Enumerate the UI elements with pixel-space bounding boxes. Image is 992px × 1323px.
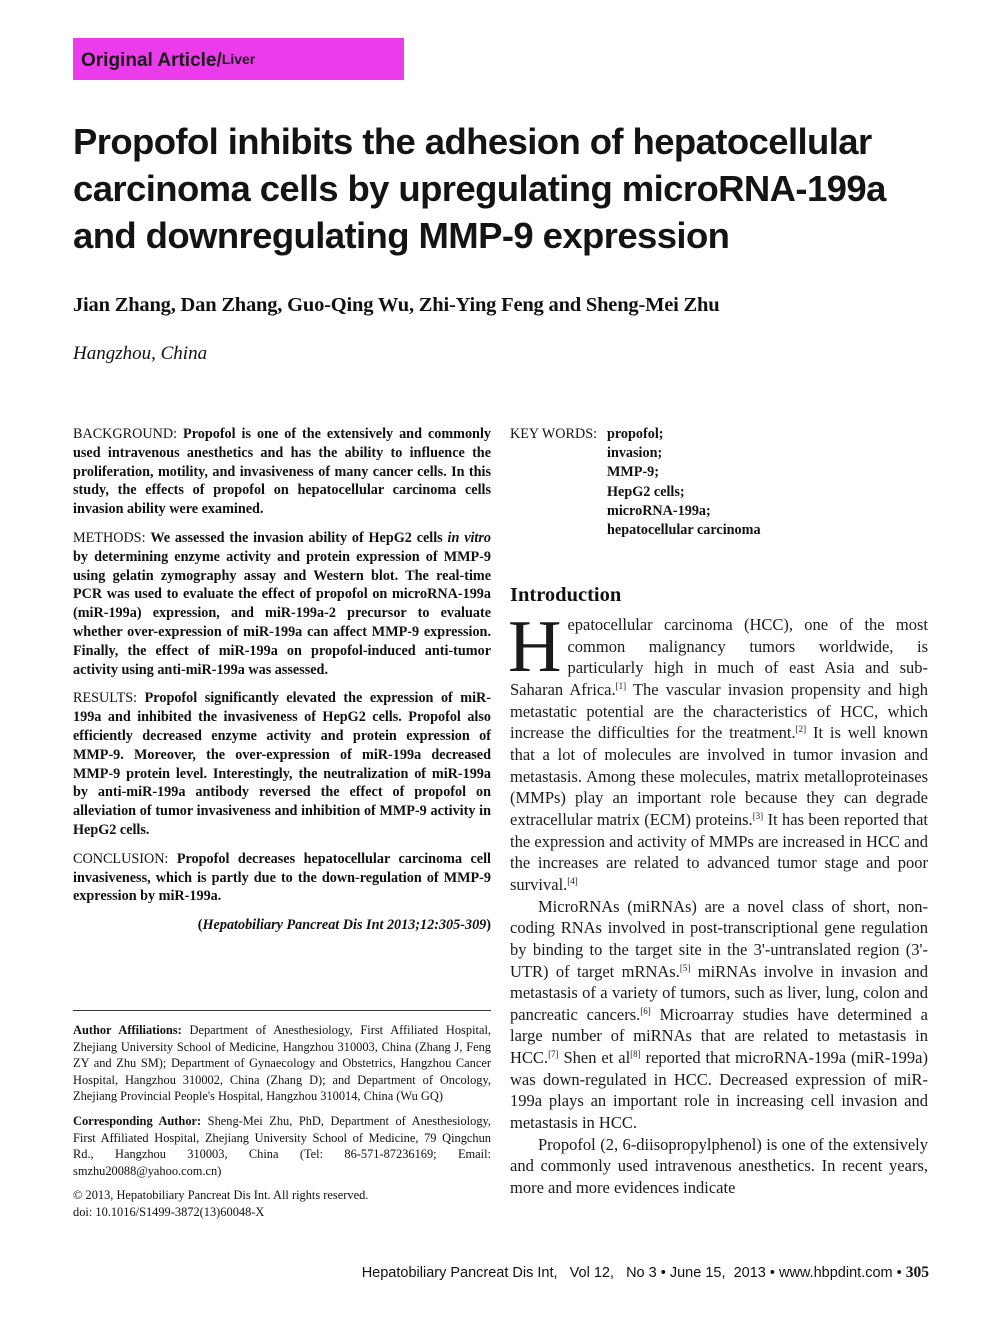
affiliations-label: Author Affiliations: [73,1023,190,1037]
abstract-results [73,689,491,839]
background-text: Propofol is one of the extensively and commonly used intravenous anesthetics and has the ability to influence the proliferation, motility, and invasiveness of many cancer cells. In this study, the effects of propofol on hepatocellular carcinoma cells invasion ability were examined. [73,426,491,518]
footnote-divider [73,1010,491,1011]
abstract-methods [73,529,491,679]
results-text: Propofol significantly elevated the expression of miR-199a and inhibited the invasiveness of HepG2 cells. Propofol also efficiently decreased enzyme activity and protein expression of MMP-9. Moreover, the over-expression of miR-199a decreased MMP-9 protein level. Interestingly, the neutralization of miR-199a by anti-miR-199a antibody reversed the effect of propofol on alleviation of tumor invasiveness and inhibition of MMP-9 activity in HepG2 cells. [73,690,491,838]
footer-date: June 15, [669,1265,726,1281]
footnotes [73,1022,491,1221]
author-location: Hangzhou, China [73,343,208,364]
keyword-item: HepG2 cells; [607,483,685,500]
intro-text: epatocellular carcinoma (HCC), one of the most common malignancy tumors worldwide, is particularly high in much of east Asia and sub-Saharan Africa. [510,615,928,699]
reference-8[interactable]: [8] [630,1049,641,1060]
reference-1[interactable]: [1] [615,680,627,691]
intro-text: The vascular invasion propensity and high metastatic potential are the characteristics of HCC, which increase the difficulties for the treatment. [510,679,928,743]
background-label: BACKGROUND: [73,426,184,442]
reference-3[interactable]: [3] [752,810,764,821]
intro-text: miRNAs involve in invasion and metastasis of a variety of tumors, such as liver, lung, colon and pancreatic cancers. [510,961,928,1024]
citation-text: Hepatobiliary Pancreat Dis Int 2013;12:305-309 [202,917,487,934]
footer-bullet: • [769,1265,775,1281]
results-label: RESULTS: [73,690,145,707]
section-separator: / [216,50,222,71]
section-label: Original Article [81,50,217,71]
intro-text: Shen et al [558,1048,631,1068]
footer-issue: No 3 [626,1265,657,1281]
affiliations-text: Department of Anesthesiology, First Affiliated Hospital, Zhejiang University School of Medicine, Hangzhou 310003, China (Zhang J, Feng ZY and Zhu SM); Department of Gynaecology and Obstetrics, Hangzhou Cancer Hospital, Hangzhou 310002, China (Zhang D); and Department of Oncology, Zhejiang Provincial People's Hospital, Hangzhou 310014, China (Wu GQ) [73,1023,491,1104]
footer-journal: Hepatobiliary Pancreat Dis Int, [361,1265,558,1281]
footer-bullet: • [660,1265,666,1281]
reference-6[interactable]: [6] [640,1005,651,1016]
reference-4[interactable]: [4] [567,875,578,886]
intro-text: reported that microRNA-199a (miR-199a) was down-regulated in HCC. Decreased expression of miR-199a plays an important role in increasing cell invasion and metastasis in HCC. [510,1048,928,1133]
intro-text: It is well known that a lot of molecules are involved in tumor invasion and metastasis. Among these molecules, matrix metalloproteinases (MMPs) play an important role because they can degrade extracellular matrix (ECM) proteins. [510,723,928,829]
conclusion-label: CONCLUSION: [73,850,177,867]
keywords-label: KEY WORDS: [510,426,598,442]
drop-cap: H [508,606,562,688]
intro-text: It has been reported that the expression and activity of MMPs are increased in HCC and the increases are related to advanced tumor stage and poor survival. [510,809,929,894]
abstract-conclusion [73,850,491,906]
intro-text: MicroRNAs (miRNAs) are a novel class of short, non-coding RNAs involved in post-transcriptional gene regulation by binding to the target site in the 3'-untranslated region (3'-UTR) of target mRNAs. [510,896,928,981]
article-title: Propofol inhibits the adhesion of hepatocellular carcinoma cells by upregulating microRNA-199a and downregulating MMP-9 expression [73,121,886,256]
footer-website[interactable]: www.hbpdint.com [778,1265,893,1281]
corresponding-text: Sheng-Mei Zhu, PhD, Department of Anesthesiology, First Affiliated Hospital, Zhejiang University School of Medicine, 79 Qingchun Rd., Hangzhou 310003, China (Tel: 86-571-87236169; Email: smzhu20088@yahoo.com.cn) [73,1113,492,1178]
footer-year: 2013 [733,1265,766,1281]
intro-paragraph-3: Propofol (2, 6-diisopropylphenol) is one of the extensively and commonly used intravenous anesthetics. In recent years, more and more evidences indicate [510,1134,928,1198]
intro-paragraph-1 [508,606,929,896]
keyword-item: microRNA-199a; [607,502,711,519]
methods-text-italic: in vitro [447,529,491,546]
keyword-item: hepatocellular carcinoma [607,522,761,539]
intro-text: Microarray studies have determined a large number of miRNAs that are related to metastasis in HCC. [510,1004,928,1068]
abstract-background [73,425,491,519]
introduction-heading: Introduction [510,584,622,606]
keywords [510,425,930,540]
author-affiliations [73,1022,491,1105]
keyword-item: propofol; [607,426,664,442]
methods-text-b: by determining enzyme activity and protein expression of MMP-9 using gelatin zymography assay and Western blot. The real-time PCR was used to evaluate the effect of propofol on microRNA-199a (miR-199a) expression, and miR-199a-2 precursor to evaluate whether over-expression of miR-199a can affect MMP-9 expression. Finally, the effect of miR-199a on propofol-induced anti-tumor activity using anti-miR-199a was assessed. [73,548,491,678]
footer-volume: Vol 12, [569,1265,614,1281]
article-type-banner [73,38,404,80]
citation-close: ) [486,917,491,934]
introduction-body [508,606,929,1199]
page-number: 305 [905,1264,929,1281]
corresponding-label: Corresponding Author: [73,1113,208,1128]
methods-text-a: We assessed the invasion ability of HepG2 cells [150,529,448,546]
footer-bullet: • [896,1265,902,1281]
reference-7[interactable]: [7] [548,1049,559,1060]
reference-5[interactable]: [5] [679,962,691,973]
reference-2[interactable]: [2] [795,724,807,735]
methods-label: METHODS: [73,529,151,546]
author-list: Jian Zhang, Dan Zhang, Guo-Qing Wu, Zhi-Ying Feng and Sheng-Mei Zhu [73,294,720,316]
keyword-item: invasion; [607,445,663,462]
citation-open: ( [197,917,203,934]
corresponding-author [73,1113,491,1179]
subsection-label: Liver [221,51,256,67]
journal-citation [73,916,491,935]
keyword-item: MMP-9; [607,464,659,481]
copyright-notice: © 2013, Hepatobiliary Pancreat Dis Int. All rights reserved. [73,1188,369,1203]
conclusion-text: Propofol decreases hepatocellular carcinoma cell invasiveness, which is partly due to the down-regulation of MMP-9 expression by miR-199a. [73,850,491,905]
abstract [73,425,491,935]
intro-paragraph-2 [510,896,928,1134]
doi: doi: 10.1016/S1499-3872(13)60048-X [73,1204,265,1219]
page-footer [283,1264,929,1282]
